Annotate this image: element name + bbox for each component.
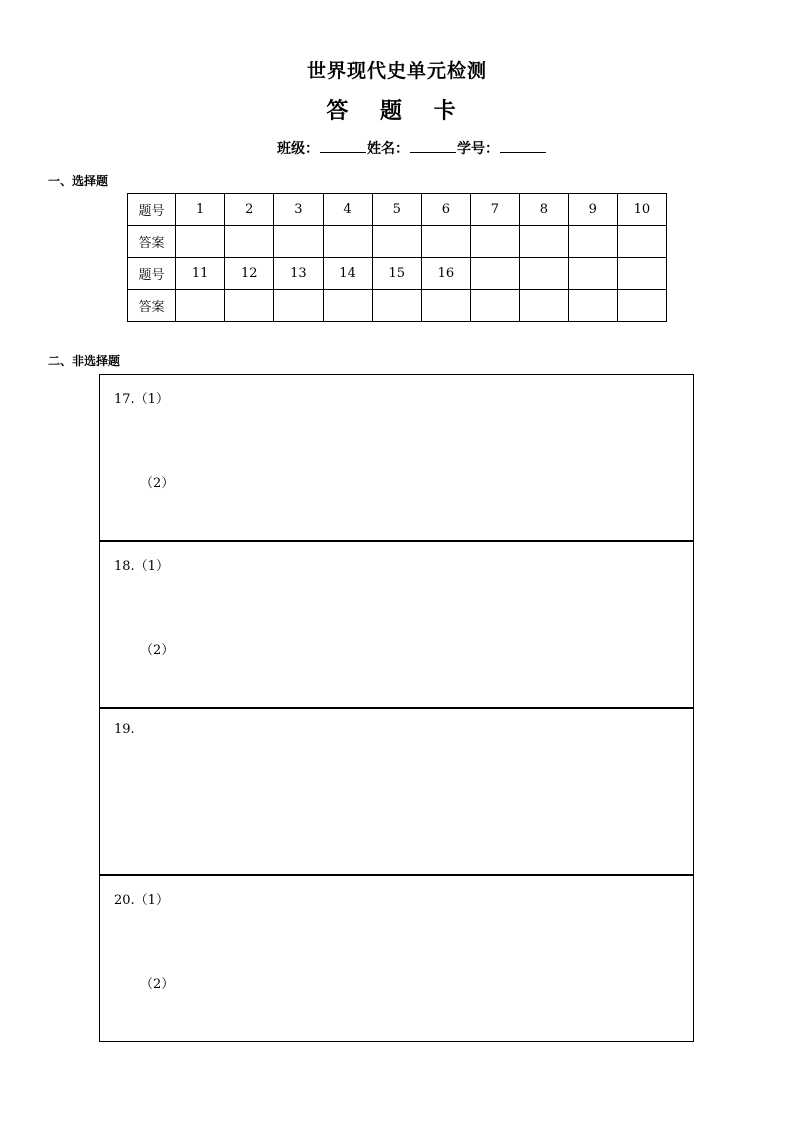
answer-cell[interactable] (274, 226, 323, 258)
question-label: 18.（1） (114, 559, 169, 574)
question-number-cell: 11 (176, 258, 225, 290)
answer-cell[interactable] (372, 226, 421, 258)
student-id-label: 学号： (457, 141, 499, 157)
answer-cell[interactable] (274, 290, 323, 322)
question-number-cell (519, 258, 568, 290)
answer-cell[interactable] (176, 226, 225, 258)
question-number-cell (617, 258, 666, 290)
answer-box-17[interactable] (99, 374, 694, 541)
question-number-cell: 4 (323, 194, 372, 226)
answer-cell[interactable] (568, 226, 617, 258)
answer-cell[interactable] (470, 226, 519, 258)
question-number-cell: 9 (568, 194, 617, 226)
question-number-cell (568, 258, 617, 290)
question-label: 19. (114, 722, 135, 737)
question-number-cell: 16 (421, 258, 470, 290)
row-label: 题号 (128, 194, 176, 226)
question-number-cell (470, 258, 519, 290)
answer-cell[interactable] (372, 290, 421, 322)
question-number-cell: 5 (372, 194, 421, 226)
row-label: 答案 (128, 290, 176, 322)
answer-cell[interactable] (617, 226, 666, 258)
answer-cell[interactable] (519, 226, 568, 258)
page-title: 世界现代史单元检测 (306, 60, 487, 82)
name-label: 姓名： (367, 141, 409, 157)
subquestion-label: （2） (140, 476, 175, 491)
answer-cell[interactable] (421, 226, 470, 258)
answer-cell[interactable] (421, 290, 470, 322)
question-number-cell: 2 (225, 194, 274, 226)
subquestion-label: （2） (140, 643, 175, 658)
question-number-cell: 3 (274, 194, 323, 226)
answer-cell[interactable] (568, 290, 617, 322)
answer-cell[interactable] (323, 226, 372, 258)
answer-cell[interactable] (323, 290, 372, 322)
table-row (128, 194, 667, 226)
answer-cell[interactable] (617, 290, 666, 322)
question-number-cell: 7 (470, 194, 519, 226)
section-heading-non-choice: 二、非选择题 (48, 354, 121, 368)
class-blank[interactable] (320, 139, 366, 153)
row-label: 答案 (128, 226, 176, 258)
student-id-blank[interactable] (500, 139, 546, 153)
question-number-cell: 14 (323, 258, 372, 290)
question-label: 17.（1） (114, 392, 169, 407)
answer-cell[interactable] (470, 290, 519, 322)
question-number-cell: 13 (274, 258, 323, 290)
answer-box-18[interactable] (99, 541, 694, 708)
subquestion-label: （2） (140, 977, 175, 992)
question-label: 20.（1） (114, 893, 169, 908)
answer-cell[interactable] (225, 226, 274, 258)
section-heading-multiple-choice: 一、选择题 (48, 174, 109, 188)
question-number-cell: 12 (225, 258, 274, 290)
answer-cell[interactable] (519, 290, 568, 322)
answer-box-19[interactable] (99, 708, 694, 875)
question-number-cell: 6 (421, 194, 470, 226)
question-number-cell: 15 (372, 258, 421, 290)
student-info-line (277, 138, 547, 158)
table-row (128, 258, 667, 290)
table-row (128, 290, 667, 322)
answer-cell[interactable] (225, 290, 274, 322)
page-subtitle: 答 题 卡 (326, 98, 468, 124)
answer-cell[interactable] (176, 290, 225, 322)
multiple-choice-table (127, 193, 667, 322)
question-number-cell: 1 (176, 194, 225, 226)
row-label: 题号 (128, 258, 176, 290)
class-label: 班级： (277, 141, 319, 157)
question-number-cell: 8 (519, 194, 568, 226)
table-row (128, 226, 667, 258)
answer-box-20[interactable] (99, 875, 694, 1042)
question-number-cell: 10 (617, 194, 666, 226)
name-blank[interactable] (410, 139, 456, 153)
